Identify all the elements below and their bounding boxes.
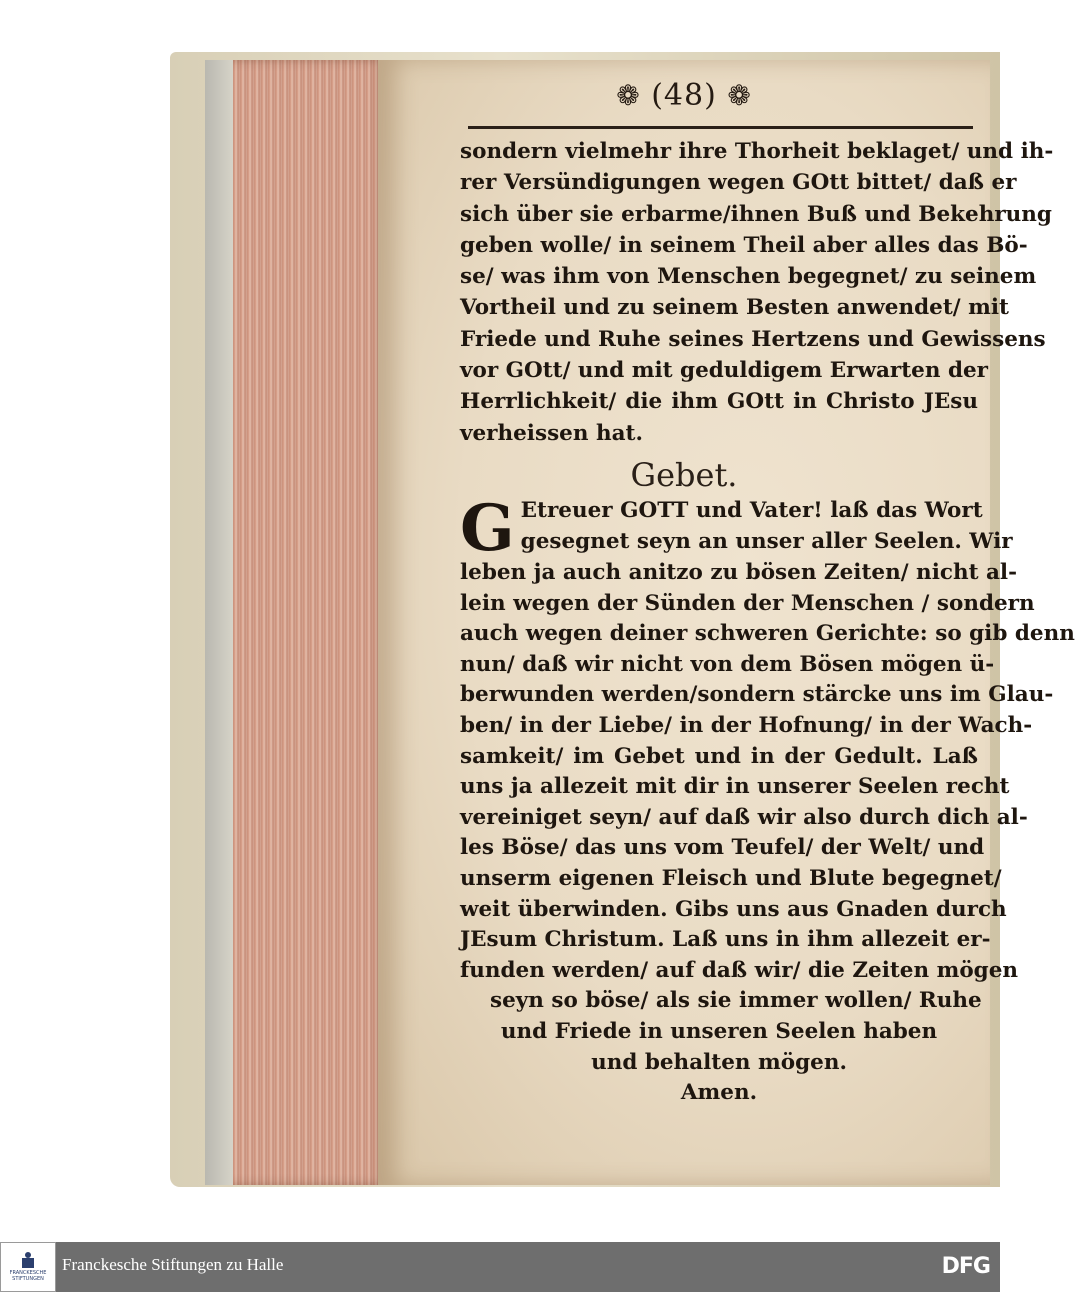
text-line: funden werden/ auf daß wir/ die Zeiten mögen xyxy=(460,957,1019,983)
book-page xyxy=(378,60,1075,1185)
text-line: verheissen hat. xyxy=(460,420,643,446)
text-line: vor GOtt/ und mit geduldigem Erwarten der xyxy=(460,358,988,384)
text-line: uns ja allezeit mit dir in unserer Seelen recht xyxy=(460,774,1010,800)
institution-name[interactable]: Franckesche Stiftungen zu Halle xyxy=(62,1255,284,1274)
text-line: Vortheil und zu seinem Besten anwendet/ mit xyxy=(460,295,1009,321)
page-number: (48) xyxy=(651,78,717,113)
drop-cap: G xyxy=(460,491,515,566)
text-line: Herrlichkeit/ die ihm GOtt in Christo JEsu xyxy=(460,389,978,415)
text-line: geben wolle/ in seinem Theil aber alles das Bö- xyxy=(460,232,1028,258)
ornament-right-icon: ❁ xyxy=(727,79,752,112)
institution-logo[interactable] xyxy=(0,1242,56,1292)
text-line: gesegnet seyn an unser aller Seelen. Wir xyxy=(520,528,1013,554)
text-line: weit überwinden. Gibs uns aus Gnaden durch xyxy=(460,896,1007,922)
logo-figure-icon xyxy=(21,1252,35,1268)
text-line: nun/ daß wir nicht von dem Bösen mögen ü- xyxy=(460,651,995,677)
text-line: und behalten mögen. xyxy=(591,1049,847,1075)
text-line: rer Versündigungen wegen GOtt bittet/ daß er xyxy=(460,170,1017,196)
text-line: Friede und Ruhe seines Hertzens und Gewissens xyxy=(460,326,1046,352)
text-line: ben/ in der Liebe/ in der Hofnung/ in der Wach- xyxy=(460,712,1033,738)
header-rule xyxy=(468,126,973,129)
page-header xyxy=(378,78,990,113)
text-line: samkeit/ im Gebet und in der Gedult. Laß xyxy=(460,743,978,769)
text-line: se/ was ihm von Menschen begegnet/ zu seinem xyxy=(460,264,1037,290)
text-line: auch wegen deiner schweren Gerichte: so gib denn xyxy=(460,621,1075,647)
prayer-title: Gebet. xyxy=(630,456,738,494)
text-line-amen: Amen. xyxy=(680,1080,758,1106)
text-line: vereiniget seyn/ auf daß wir also durch dich al- xyxy=(460,804,1028,830)
text-line: unserm eigenen Fleisch und Blute begegnet/ xyxy=(460,865,1002,891)
prayer-paragraph xyxy=(460,491,1075,1109)
logo-text: FRANCKESCHE STIFTUNGEN xyxy=(9,1270,47,1282)
text-line: seyn so böse/ als sie immer wollen/ Ruhe xyxy=(490,988,982,1014)
text-line: leben ja auch anitzo zu bösen Zeiten/ nicht al- xyxy=(460,560,1018,585)
ornament-left-icon: ❁ xyxy=(616,79,641,112)
text-line: sondern vielmehr ihre Thorheit beklaget/ und ih- xyxy=(460,139,1054,164)
text-line: sich über sie erbarme/ihnen Buß und Bekehrung xyxy=(460,201,1052,227)
text-line: berwunden werden/sondern stärcke uns im Glau- xyxy=(460,682,1054,708)
dfg-logo[interactable]: DFG xyxy=(941,1254,990,1279)
page-edges xyxy=(205,60,385,1185)
text-line: und Friede in unseren Seelen haben xyxy=(500,1018,938,1044)
text-line: lein wegen der Sünden der Menschen / sondern xyxy=(460,590,1035,616)
text-line: Etreuer GOTT und Vater! laß das Wort xyxy=(520,498,983,523)
text-line: JEsum Christum. Laß uns in ihm allezeit er- xyxy=(460,927,991,953)
text-line: les Böse/ das uns vom Teufel/ der Welt/ und xyxy=(460,835,985,861)
body-paragraph xyxy=(460,136,1054,449)
footer-bar xyxy=(0,1242,1000,1292)
